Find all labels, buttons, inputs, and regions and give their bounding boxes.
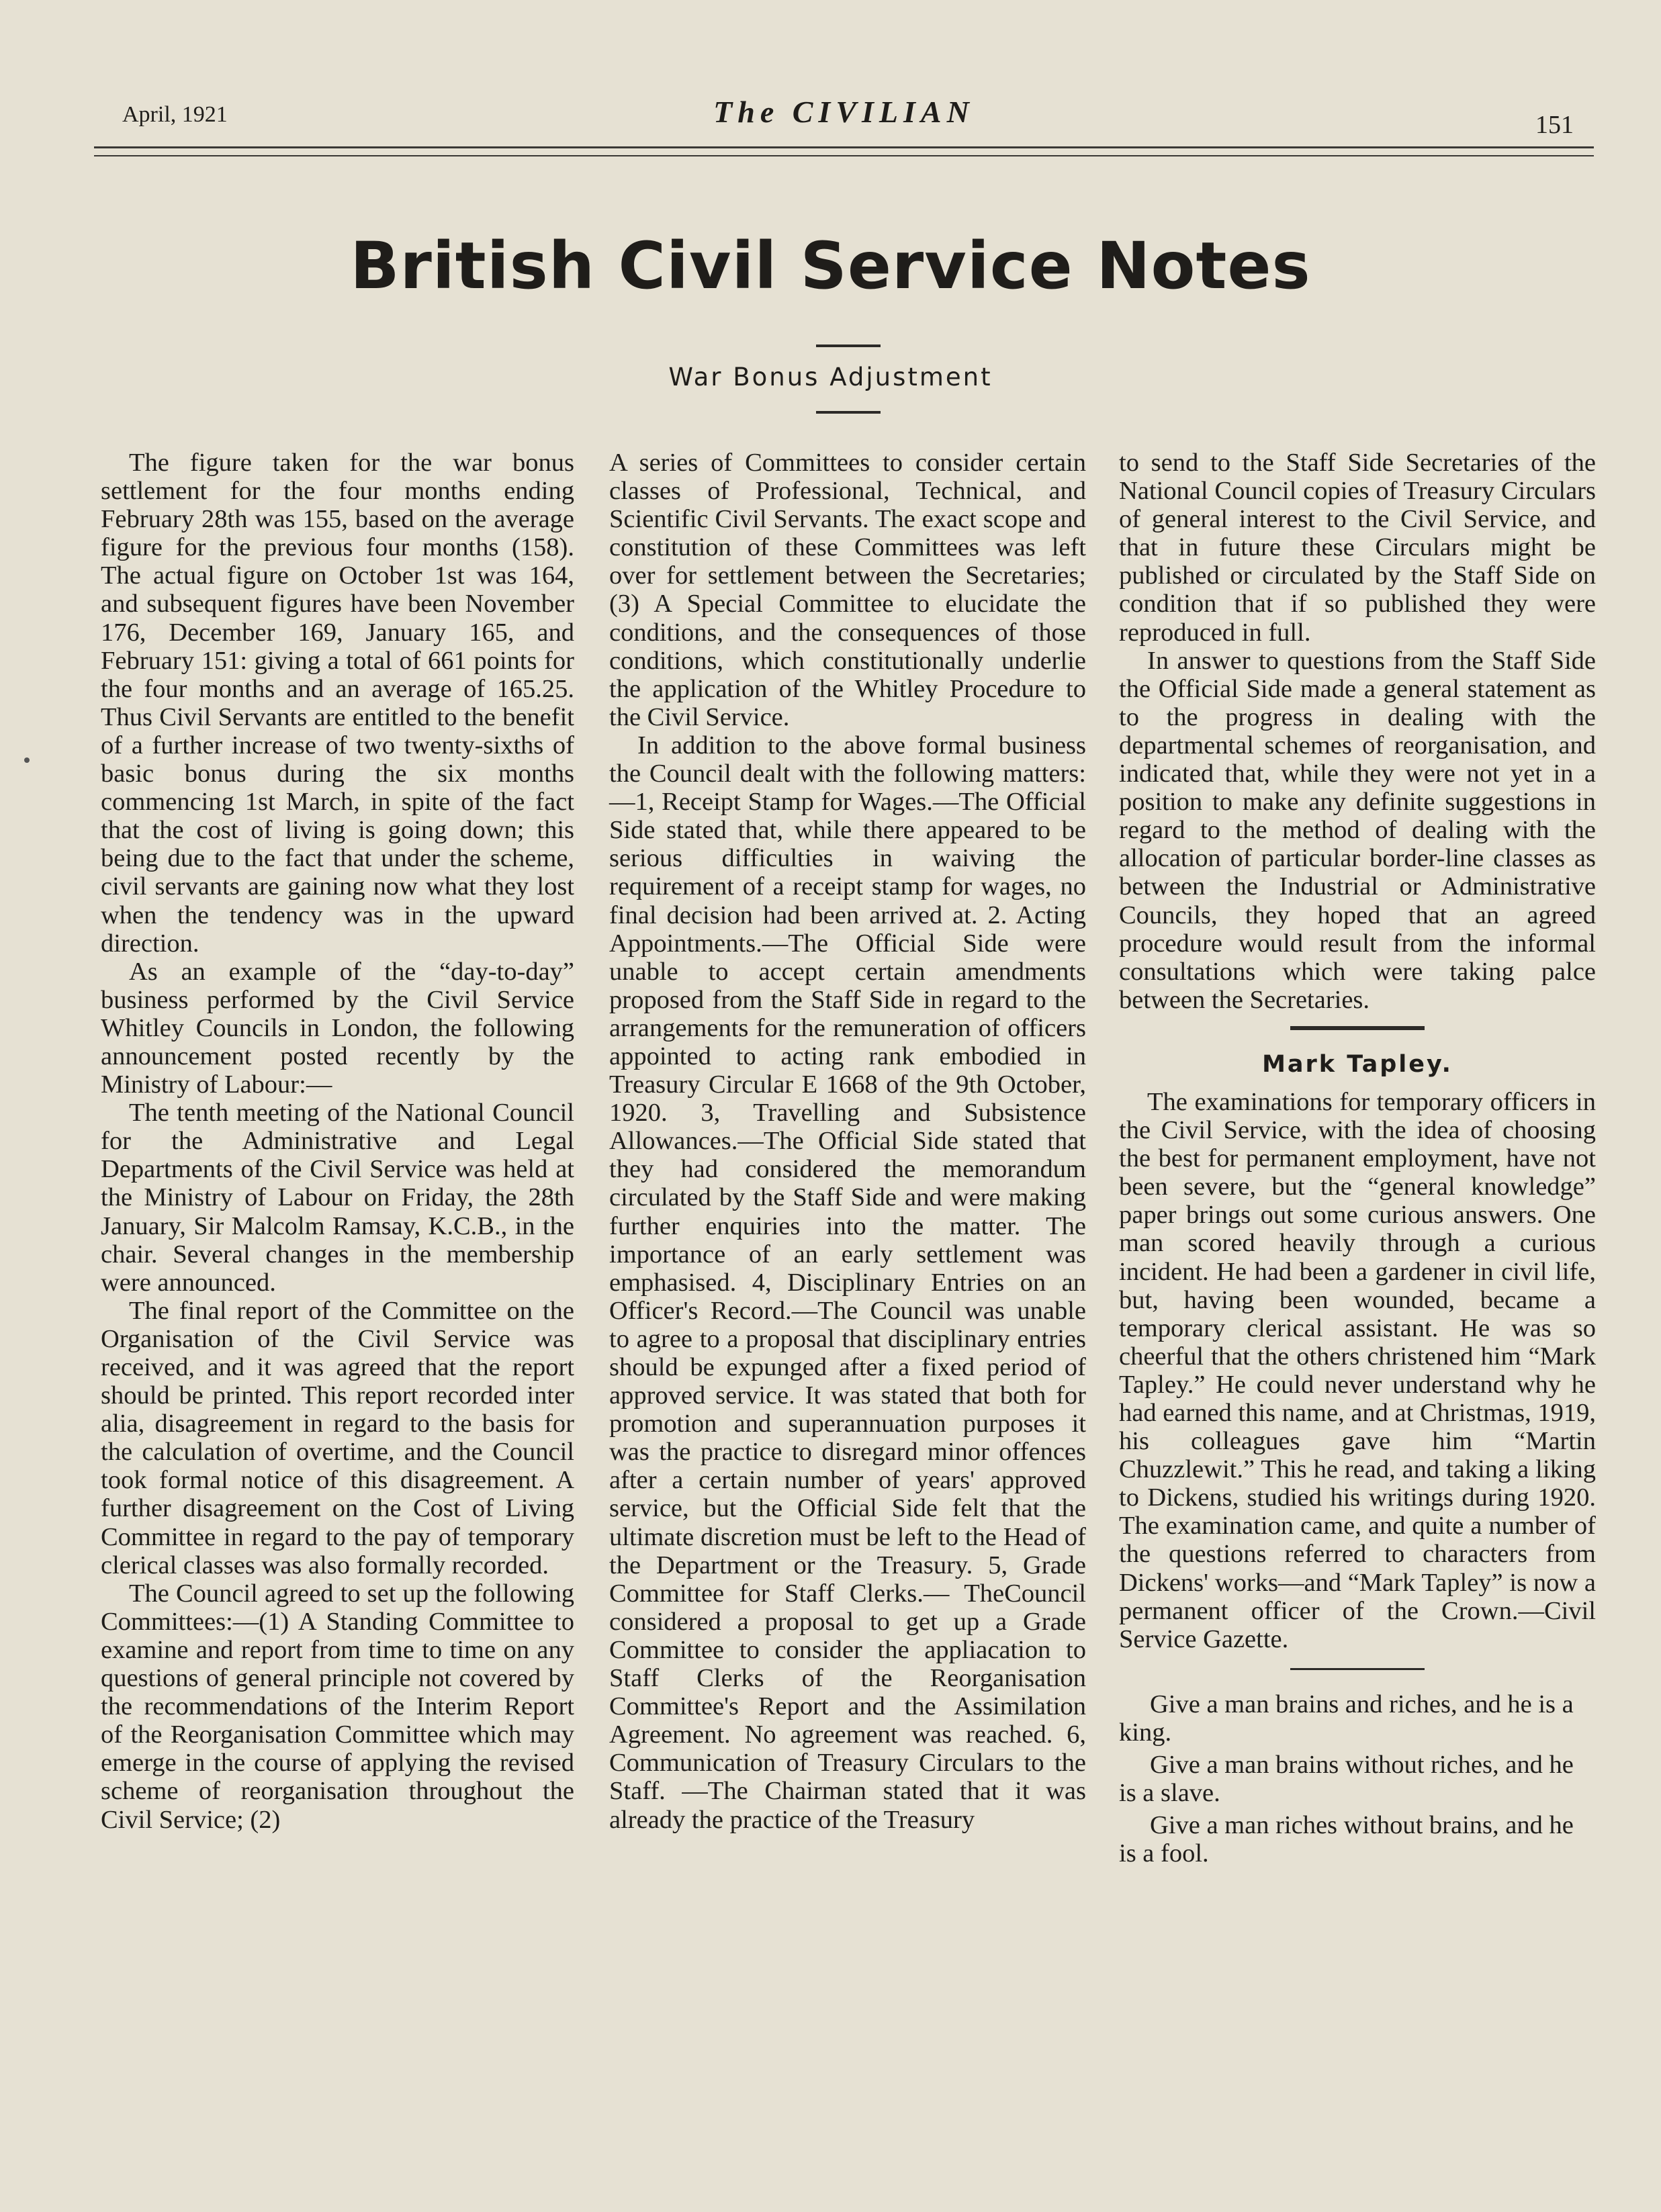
paragraph: The final report of the Committee on the Organisation of the Civil Service was received, and it was agreed that the report should be printed. This report recorded inter alia, disagreement in regard to the basis for the calculation of overtime, and the Council took formal notice of this disagreement. A further disagreement on the Cost of Living Committee in regard to the pay of temporary clerical classes was also formally recorded. — [101, 1296, 574, 1579]
verse-line: Give a man brains without riches, and he is a slave. — [1119, 1751, 1574, 1808]
paragraph: In answer to questions from the Staff Side the Official Side made a general statement as to the progress in dealing with the departmental schemes of reorganisation, and indicated that, while they were not yet in a position to make any definite suggestions in regard to the method of dealing with the allocation of particular border-line classes as between the Industrial or Administrative Councils, they hoped that an agreed procedure would result from the informal consultations which were taking palce between the Secretaries. — [1119, 646, 1596, 1014]
closing-verse — [1119, 1690, 1596, 1868]
paragraph: The examinations for temporary officers in the Civil Service, with the idea of choosing the best for permanent employment, have not been severe, but the “general knowledge” paper brings out some curious answers. One man scored heavily through a curious incident. He had been a gardener in civil life, but, having been wounded, became a temporary clerical assistant. He was so cheerful that the others christened him “Mark Tapley.” He could never understand why he had earned this name, and at Christmas, 1919, his colleagues gave him “Martin Chuzzlewit.” This he read, and taking a liking to Dickens, studied his writings during 1920. The examination came, and quite a number of the questions referred to characters from Dickens' works—and “Mark Tapley” is now a permanent officer of the Crown.—Civil Service Gazette. — [1119, 1087, 1596, 1653]
verse-line: Give a man brains and riches, and he is a king. — [1119, 1690, 1574, 1747]
page-number: 151 — [1535, 111, 1574, 139]
article-title: British Civil Service Notes — [350, 228, 1311, 304]
section-divider — [1290, 1026, 1425, 1030]
paragraph: As an example of the “day-to-day” business performed by the Civil Service Whitley Councils in London, the following announcement posted recently by the Ministry of Labour:— — [101, 957, 574, 1099]
running-header — [94, 94, 1594, 139]
journal-title: The CIVILIAN — [713, 95, 975, 129]
paragraph: The tenth meeting of the National Council for the Administrative and Legal Departments of the Civil Service was held at the Ministry of Labour on Friday, the 28th January, Sir Malcolm Ramsay, K.C.B., in the chair. Several changes in the membership were announced. — [101, 1099, 574, 1297]
paragraph: The figure taken for the war bonus settlement for the four months ending February 28th was 155, based on the average figure for the previous four months (158). The actual figure on October 1st was 164, and subsequent figures have been November 176, December 169, January 165, and February 151: giving a total of 661 points for the four months and an average of 165.25. Thus Civil Servants are entitled to the benefit of a further increase of two twenty-sixths of basic bonus during the six months commencing 1st March, in spite of the fact that the cost of living is going down; this being due to the fact that under the scheme, civil servants are gaining now what they lost when the tendency was in the upward direction. — [101, 449, 574, 958]
paragraph: to send to the Staff Side Secretaries of the National Council copies of Treasury Circulars of general interest to the Civil Service, and that in future these Circulars might be published or circulated by the Staff Side on condition that if so published they were reproduced in full. — [1119, 449, 1596, 647]
title-divider — [816, 344, 881, 347]
subtitle-divider — [816, 411, 881, 414]
section-divider — [1290, 1668, 1425, 1670]
paragraph: A series of Committees to consider certain classes of Professional, Technical, and Scientific Civil Servants. The exact scope and constitution of these Committees was left over for settlement between the Secretaries; (3) A Special Committee to elucidate the conditions, and the consequences of those conditions, which constitutionally underlie the application of the Whitley Procedure to the Civil Service. — [609, 449, 1086, 731]
margin-speck — [24, 757, 30, 763]
paragraph: The Council agreed to set up the following Committees:—(1) A Standing Committee to examine and report from time to time on any questions of general principle not covered by the recommendations of the Interim Report of the Reorganisation Committee which may emerge in the course of applying the revised scheme of reorganisation throughout the Civil Service; (2) — [101, 1579, 574, 1834]
issue-date: April, 1921 — [122, 102, 228, 127]
column-1 — [101, 449, 574, 1834]
section-title: Mark Tapley. — [1262, 1050, 1453, 1078]
column-3 — [1119, 449, 1596, 1872]
article-subtitle: War Bonus Adjustment — [668, 363, 993, 391]
paragraph: In addition to the above formal business the Council dealt with the following matters:—1, Receipt Stamp for Wages.—The Official Side stated that, while there appeared to be serious difficulties in waiving the requirement of a receipt stamp for wages, no final decision had been arrived at. 2. Acting Appointments.—The Official Side were unable to accept certain amendments proposed from the Staff Side in regard to the arrangements for the remuneration of officers appointed to acting rank embodied in Treasury Circular E 1668 of the 9th October, 1920. 3, Travelling and Subsistence Allowances.—The Official Side stated that they had considered the memorandum circulated by the Staff Side and were making further enquiries into the matter. The importance of an early settlement was emphasised. 4, Disciplinary Entries on an Officer's Record.—The Council was unable to agree to a proposal that disciplinary entries should be expunged after a fixed period of approved service. It was stated that both for promotion and superannuation purposes it was the practice to disregard minor offences after a certain number of years' approved service, but the Official Side felt that the ultimate discretion must be left to the Head of the Department or the Treasury. 5, Grade Committee for Staff Clerks.— TheCouncil considered a proposal to get up a Grade Committee to consider the appliacation to Staff Clerks of the Reorganisation Committee's Report and the Assimilation Agreement. No agreement was reached. 6, Communication of Treasury Circulars to the Staff. —The Chairman stated that it was already the practice of the Treasury — [609, 731, 1086, 1834]
header-double-rule — [94, 146, 1594, 156]
verse-line: Give a man riches without brains, and he is a fool. — [1119, 1811, 1574, 1868]
column-2 — [609, 449, 1086, 1834]
